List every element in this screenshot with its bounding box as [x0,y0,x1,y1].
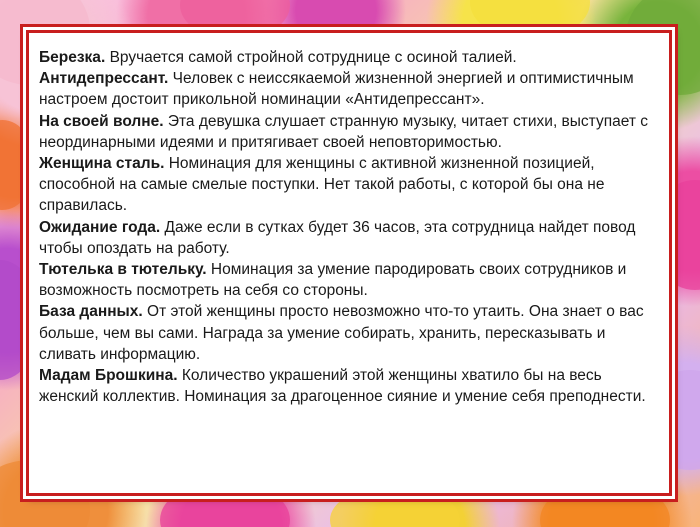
nomination-title: Тютелька в тютельку [39,261,203,279]
nomination-entry [39,217,661,259]
nomination-title-separator: . [138,303,148,321]
nomination-description: Даже если в сутках будет 36 часов, эта сотрудница найдет повод чтобы опоздать на работу. [39,218,636,257]
nomination-description: Номинация для женщины с активной жизненной позицией, способной на самые смелые поступки. Нет такой работы, с которой бы она не справилась. [39,155,605,215]
nomination-entry [39,153,661,217]
nomination-title-separator: . [155,218,165,236]
nomination-description: Человек с неиссякаемой жизненной энергией и оптимистичным настроем достоит прикольной номинации «Антидепрессант». [39,70,634,109]
nomination-title: Женщина сталь [39,155,161,173]
nomination-title-separator: . [100,49,110,66]
nomination-entry [39,365,661,407]
nomination-entry [39,47,661,68]
nomination-entry [39,259,661,301]
nomination-title-separator: . [173,367,182,385]
nomination-title-separator: . [202,261,211,279]
nomination-entry [39,111,661,153]
nomination-title: Ожидание года [39,218,156,236]
nomination-description: Количество украшений этой женщины хватило бы на весь женский коллектив. Номинация за драгоценное сияние и умение себя преподнести. [39,367,646,406]
nomination-title: Антидепрессант [39,70,165,88]
nomination-description: Вручается самой стройной сотруднице с осиной талией. [109,49,517,66]
nomination-title-separator: . [159,112,168,130]
nomination-entry [39,301,661,365]
nomination-entry [39,68,661,110]
nomination-title: База данных [39,303,139,321]
nomination-title: Березка [39,49,101,66]
nomination-title: Мадам Брошкина [39,367,174,385]
nomination-title: На своей волне [39,112,160,130]
nomination-description: Номинация за умение пародировать своих сотрудников и возможность посмотреть на себя со стороны. [39,261,627,300]
content-card [26,30,672,496]
nominations-list [39,47,661,407]
nomination-description: Эта девушка слушает странную музыку, читает стихи, выступает с неординарными идеями и притягивает своей неповторимостью. [39,112,648,151]
nomination-title-separator: . [164,70,173,88]
nomination-title-separator: . [160,155,169,173]
nomination-description: От этой женщины просто невозможно что-то утаить. Она знает о вас больше, чем вы сами. Награда за умение собирать, хранить, пересказывать и сливать информацию. [39,303,644,363]
